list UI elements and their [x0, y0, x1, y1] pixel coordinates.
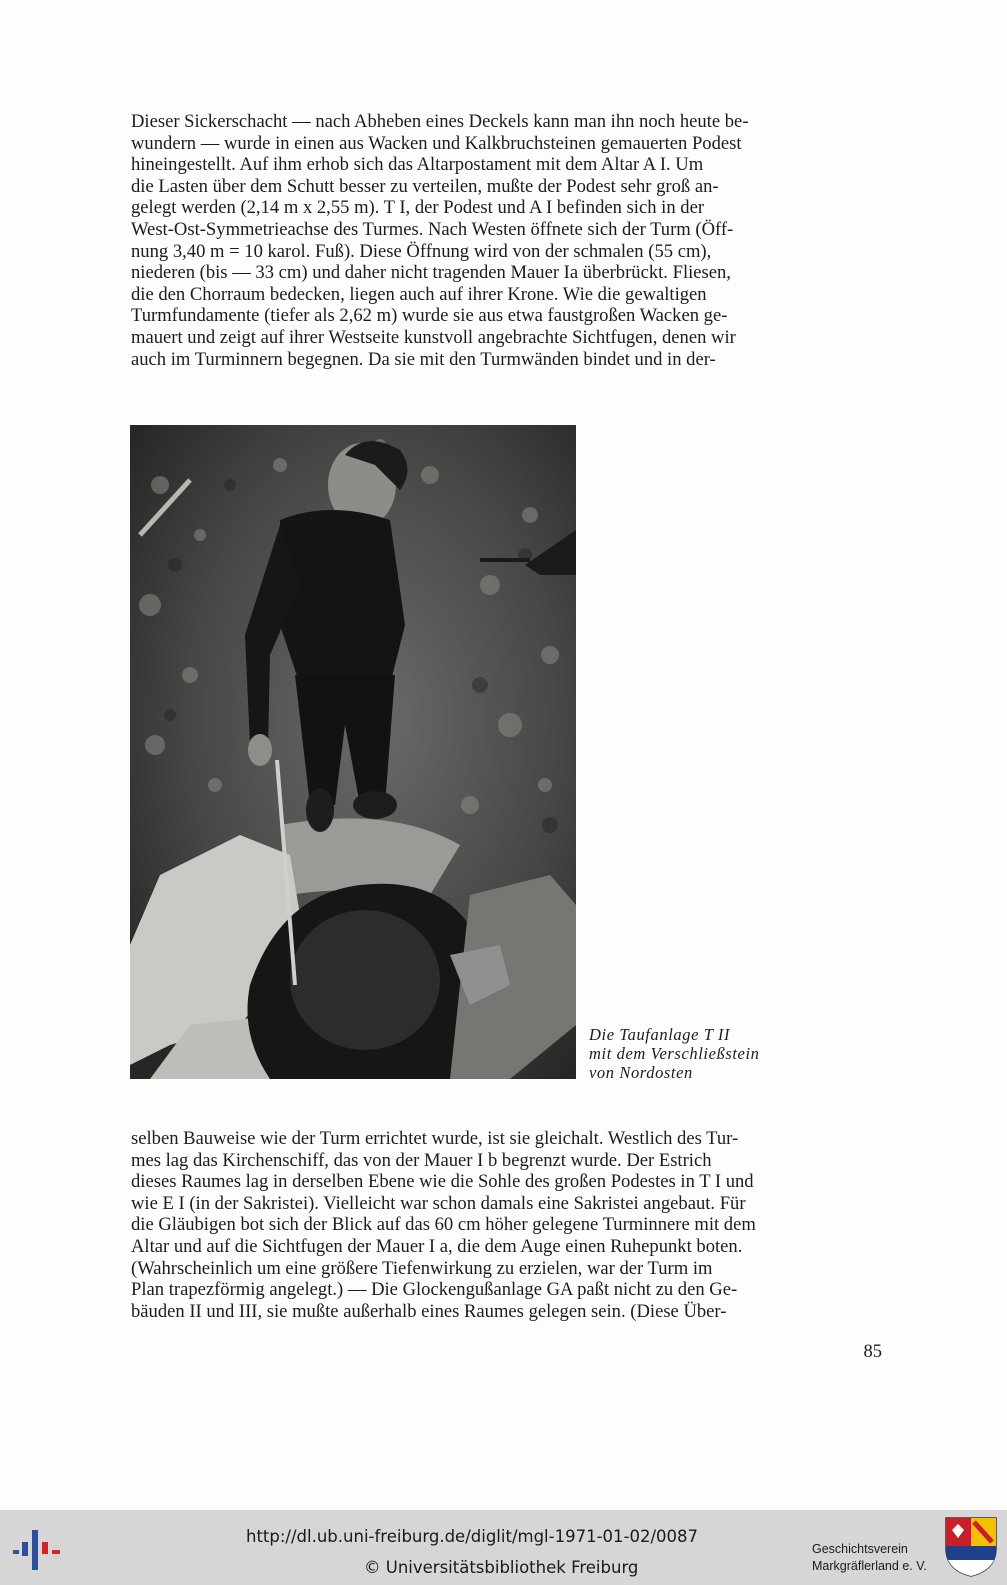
body-paragraph-bottom [131, 1128, 877, 1322]
footer-bar [0, 1510, 1007, 1585]
text-line: Dieser Sickerschacht — nach Abheben eines Deckels kann man ihn noch heute be- [131, 111, 749, 132]
society-line: Markgräflerland e. V. [812, 1559, 927, 1573]
ub-freiburg-logo-icon [12, 1524, 64, 1574]
text-line: die den Chorraum bedecken, liegen auch auf ihrer Krone. Wie die gewaltigen [131, 283, 707, 305]
document-url[interactable]: http://dl.ub.uni-freiburg.de/diglit/mgl-1971-01-02/0087 [246, 1527, 699, 1546]
page-number: 85 [863, 1342, 882, 1362]
society-line: Geschichtsverein [812, 1542, 908, 1556]
text-line: Turmfundamente (tiefer als 2,62 m) wurde sie aus etwa faustgroßen Wacken ge- [131, 305, 728, 327]
text-line: gelegt werden (2,14 m x 2,55 m). T I, der Podest und A I befinden sich in der [131, 197, 705, 219]
text-line: dieses Raumes lag in derselben Ebene wie die Sohle des großen Podestes in T I und [131, 1171, 754, 1193]
text-line: Altar und auf die Sichtfugen der Mauer I a, die dem Auge einen Ruhepunkt boten. [131, 1235, 743, 1257]
copyright-text: © Universitätsbibliothek Freiburg [364, 1558, 639, 1577]
society-name [812, 1541, 942, 1575]
text-line: mes lag das Kirchenschiff, das von der Mauer I b begrenzt wurde. Der Estrich [131, 1149, 712, 1171]
caption-line: mit dem Verschließstein [589, 1044, 760, 1063]
text-line: hineingestellt. Auf ihm erhob sich das Altarpostament mit dem Altar A I. Um [131, 154, 704, 176]
text-line: niederen (bis — 33 cm) und daher nicht tragenden Mauer Ia überbrückt. Fliesen, [131, 262, 731, 284]
text-line: (Wahrscheinlich um eine größere Tiefenwirkung zu erzielen, war der Turm im [131, 1257, 713, 1279]
text-line: die Lasten über dem Schutt besser zu verteilen, mußte der Podest sehr groß an- [131, 175, 719, 197]
text-line: selben Bauweise wie der Turm errichtet wurde, ist sie gleichalt. Westlich des Tur- [131, 1128, 739, 1149]
caption-line: von Nordosten [589, 1063, 693, 1082]
text-line: bäuden II und III, sie mußte außerhalb eines Raumes gelegen sein. (Diese Über- [131, 1300, 727, 1322]
body-paragraph-top [131, 111, 877, 370]
excavation-photo [130, 425, 576, 1079]
text-line: auch im Turminnern begegnen. Da sie mit den Turmwänden bindet und in der- [131, 348, 716, 370]
text-line: wie E I (in der Sakristei). Vielleicht war schon damals eine Sakristei angebaut. Für [131, 1192, 746, 1214]
text-line: wundern — wurde in einen aus Wacken und Kalkbruchsteinen gemauerten Podest [131, 132, 742, 154]
text-line: West-Ost-Symmetrieachse des Turmes. Nach Westen öffnete sich der Turm (Öff- [131, 218, 734, 240]
coat-of-arms-icon [944, 1516, 998, 1578]
text-line: mauert und zeigt auf ihrer Westseite kunstvoll angebrachte Sichtfugen, denen wir [131, 326, 736, 348]
text-line: nung 3,40 m = 10 karol. Fuß). Diese Öffnung wird von der schmalen (55 cm), [131, 240, 712, 262]
caption-line: Die Taufanlage T II [589, 1025, 731, 1044]
text-line: die Gläubigen bot sich der Blick auf das 60 cm höher gelegene Turminnere mit dem [131, 1214, 756, 1236]
photo-caption [589, 1025, 849, 1082]
text-line: Plan trapezförmig angelegt.) — Die Glockengußanlage GA paßt nicht zu den Ge- [131, 1279, 738, 1301]
